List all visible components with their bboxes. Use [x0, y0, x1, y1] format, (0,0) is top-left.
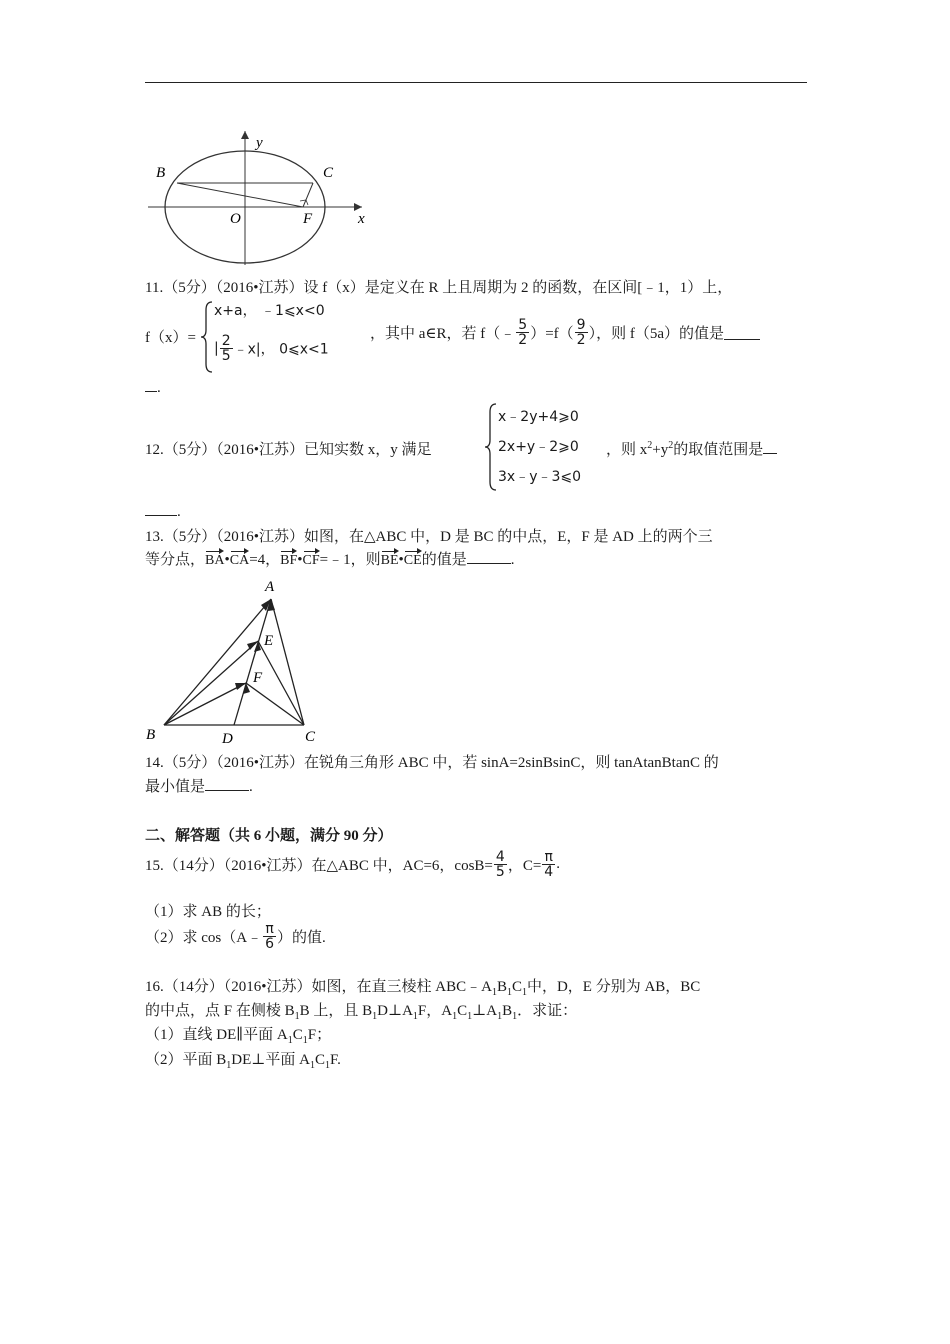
q16-p1-a: （1）直线 DE∥平面 A [145, 1027, 288, 1043]
q15-p2-num: π [263, 922, 276, 937]
fig2-label-D: D [222, 731, 233, 747]
q11-frac-9-2 [575, 318, 588, 347]
fig1-label-x: x [358, 211, 365, 227]
q15-pre: 15.（14分）（2016•江苏）在△ABC 中，AC=6，cosB= [145, 858, 493, 874]
q12-brace [484, 402, 498, 492]
q11-frac-2a: 2 [518, 332, 528, 348]
q16-p1-s1: 1 [287, 1035, 293, 1046]
q11-frac-2b: 2 [576, 332, 586, 348]
q13-l2-pre: 等分点， [145, 552, 206, 568]
q12-answer-blank [763, 440, 777, 454]
fig2-label-A: A [265, 579, 275, 595]
q16-p2-s2: 1 [309, 1060, 315, 1071]
vector-CF: CF [303, 549, 320, 569]
q15-part2 [145, 922, 326, 951]
q16-p2-s3: 1 [324, 1060, 330, 1071]
q14-end: . [249, 779, 253, 795]
q11-case1: x+a， ﹣1⩽x<0 [214, 303, 325, 319]
q11-frac-9: 9 [576, 317, 586, 333]
q11-frac-5: 5 [518, 317, 528, 333]
ellipse-figure [140, 125, 380, 270]
q16-line1 [145, 975, 700, 998]
q16-p2-b: DE⊥平面 A [231, 1052, 310, 1068]
fig2-label-E: E [264, 633, 274, 649]
q15-p2-post: ）的值. [277, 930, 326, 946]
q16-p1-s2: 1 [302, 1035, 308, 1046]
q16-p2-d: F. [329, 1052, 341, 1068]
q16-part2 [145, 1048, 341, 1071]
fig1-label-y: y [256, 135, 263, 151]
q16-s6: 1 [412, 1011, 418, 1022]
q12-line3 [145, 502, 181, 521]
q11-case2-lbar: | [214, 340, 219, 357]
q11-end: . [157, 380, 161, 396]
q16-l2-b: B 上，且 B [299, 1003, 373, 1019]
q15-frac-pi-6 [263, 922, 276, 951]
q13-line1: 13.（5分）（2016•江苏）如图，在△ABC 中，D 是 BC 的中点，E，F 是 AD 上的两个三 [145, 529, 713, 545]
q15-frac-4-5 [494, 850, 507, 879]
q16-l2-d: F，A [417, 1003, 453, 1019]
q16-l2-f: ⊥A [472, 1003, 498, 1019]
q16-l2-e: C [457, 1003, 468, 1019]
vector-CE: CE [404, 549, 422, 569]
q16-line2 [145, 999, 577, 1022]
q15-line1 [145, 850, 560, 879]
q11-frac-2-5 [220, 334, 233, 363]
q16-l1-c: C [511, 979, 522, 995]
q13-dot-3: • [398, 552, 404, 568]
fig2-label-F: F [253, 670, 263, 686]
vector-CA: CA [230, 549, 249, 569]
q11-mid2: ）=f（ [530, 326, 574, 342]
q16-l2-g: B [502, 1003, 513, 1019]
q14-answer-blank [205, 777, 249, 791]
triangle-figure [140, 575, 330, 747]
q16-p1-c: F； [307, 1027, 332, 1043]
q11-answer-blank-2 [145, 378, 157, 392]
q16-part1 [145, 1023, 331, 1046]
q15-part1: （1）求 AB 的长； [145, 904, 271, 920]
q13-post: 的值是 [421, 552, 467, 568]
q11-brace [200, 300, 214, 374]
q16-s1: 1 [491, 987, 497, 998]
q16-p2-c: C [314, 1052, 325, 1068]
q16-s2: 1 [506, 987, 512, 998]
q12-pre: 12.（5分）（2016•江苏）已知实数 x，y 满足 [145, 442, 432, 458]
q12-end: . [177, 504, 181, 520]
vector-BE: BE [381, 549, 399, 569]
q11-mid3: ），则 f（5a）的值是 [588, 326, 724, 342]
fig1-label-C: C [323, 165, 334, 181]
q15-end: . [556, 856, 560, 872]
q11-line2-rest [370, 318, 760, 347]
section-heading: 二、解答题（共 6 小题，满分 90 分） [145, 828, 393, 844]
q13-dot-2: • [297, 552, 303, 568]
fig2-label-B: B [146, 727, 156, 743]
vector-BF: BF [280, 549, 297, 569]
q16-p2-a: （2）平面 B [145, 1052, 227, 1068]
q11-line3 [145, 378, 161, 397]
q12-post-a: ，则 x [606, 442, 648, 458]
q16-s3: 1 [521, 987, 527, 998]
q13-line2 [145, 548, 514, 569]
q11-frac-5-2 [516, 318, 529, 347]
q16-l2-h: ．求证： [517, 1003, 578, 1019]
q16-l2-c: D⊥A [377, 1003, 413, 1019]
q16-l2-a: 的中点，点 F 在侧棱 B [145, 1003, 295, 1019]
q16-l1-b: B [496, 979, 507, 995]
q11-fx: f（x）= [145, 330, 196, 346]
fig1-label-F: F [303, 211, 313, 227]
top-rule [145, 82, 807, 83]
q14-line2-pre: 最小值是 [145, 779, 206, 795]
q15-mid: ，C= [507, 858, 542, 874]
q12-post [606, 438, 777, 459]
q16-s7: 1 [452, 1011, 458, 1022]
vector-BA: BA [205, 549, 224, 569]
q15-frac-pi-4 [542, 850, 555, 879]
q15-p2-pre: （2）求 cos（A﹣ [145, 930, 263, 946]
q16-p1-b: C [292, 1027, 303, 1043]
q11-mid1: ，其中 a∈R，若 f（﹣ [370, 326, 516, 342]
q14-line2 [145, 775, 253, 796]
fig1-label-O: O [230, 211, 241, 227]
q13-dot-1: • [224, 552, 230, 568]
q12-sup1: 2 [647, 440, 653, 451]
q13-answer-blank [467, 550, 511, 564]
q16-s9: 1 [497, 1011, 503, 1022]
q14-line1: 14.（5分）（2016•江苏）在锐角三角形 ABC 中，若 sinA=2sinBsinC，则 tanAtanBtanC 的 [145, 755, 719, 771]
q12-post-b: +y [652, 442, 669, 458]
q16-s4: 1 [294, 1011, 300, 1022]
fig1-label-B: B [156, 165, 166, 181]
q12-constraint-3: 3x﹣y﹣3⩽0 [498, 469, 582, 485]
q11-case2-rest: ﹣x|， 0⩽x<1 [233, 341, 329, 358]
q12-constraint-1: x﹣2y+4⩾0 [498, 409, 579, 425]
fig2-label-C: C [305, 729, 316, 745]
q12-post-c: 的取值范围是 [673, 442, 764, 458]
q11-frac-num: 2 [221, 333, 231, 349]
q13-eq2: =﹣1，则 [319, 552, 381, 568]
q12-answer-blank-2 [145, 502, 177, 516]
q13-eq1: =4， [249, 552, 281, 568]
q15-p2-den: 6 [265, 936, 275, 952]
q15-frac-num1: 4 [495, 849, 505, 865]
q11-line1: 11.（5分）（2016•江苏）设 f（x）是定义在 R 上且周期为 2 的函数，在区间[﹣1，1）上， [145, 280, 733, 296]
q12-constraint-2: 2x+y﹣2⩾0 [498, 439, 579, 455]
q16-s8: 1 [467, 1011, 473, 1022]
q16-s5: 1 [372, 1011, 378, 1022]
q16-l1-d: 中，D，E 分别为 AB，BC [526, 979, 701, 995]
q11-answer-blank [724, 326, 760, 340]
q12-sup2: 2 [668, 440, 674, 451]
q16-p2-s1: 1 [226, 1060, 232, 1071]
q16-s10: 1 [512, 1011, 518, 1022]
q11-frac-den: 5 [221, 348, 231, 364]
q15-frac-num2: π [542, 850, 555, 865]
q11-case2 [214, 334, 329, 374]
q15-frac-den1: 5 [495, 864, 505, 880]
q15-frac-den2: 4 [544, 864, 554, 880]
q13-end: . [510, 552, 515, 568]
q16-l1-a: 16.（14分）（2016•江苏）如图，在直三棱柱 ABC﹣A [145, 979, 492, 995]
